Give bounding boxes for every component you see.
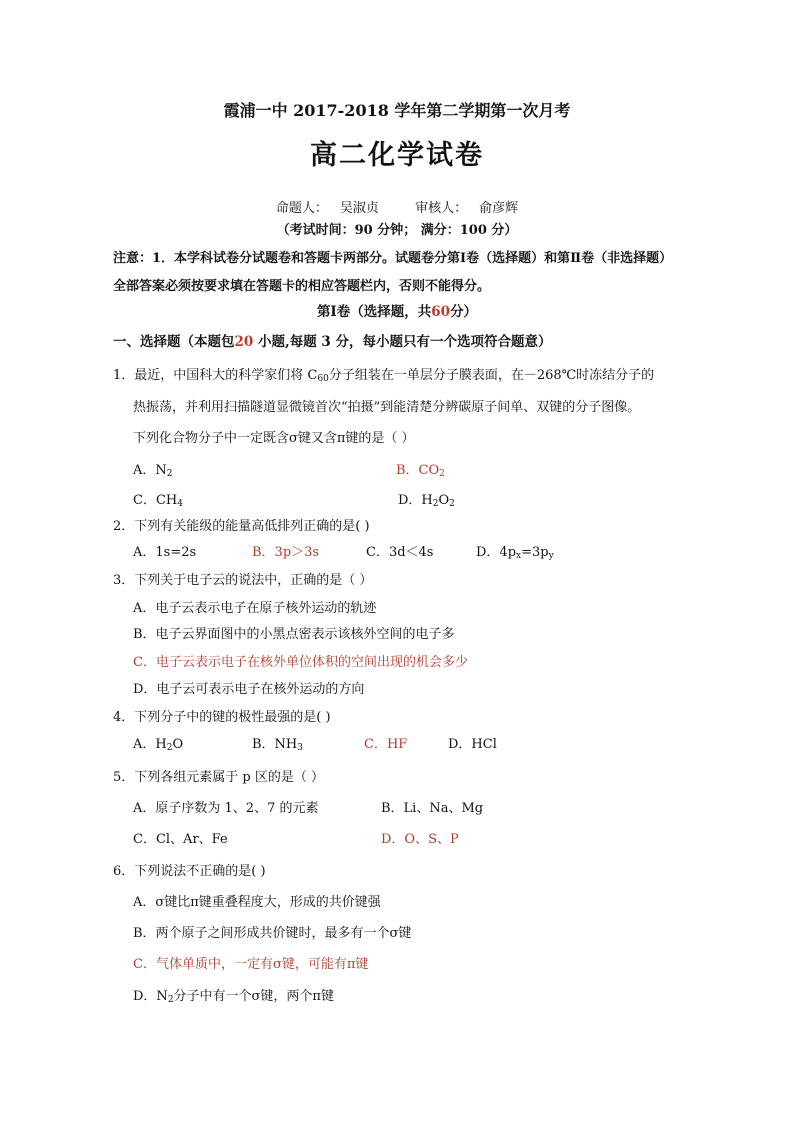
q1-option-d-text: D．H (398, 493, 433, 508)
q1-line1-sub: 60 (317, 374, 329, 384)
q3-option-d: D．电子云可表示电子在核外运动的方向 (133, 682, 365, 697)
q2-option-a: A．1s=2s (133, 545, 197, 560)
q4-option-a (133, 733, 183, 753)
author-label: 命题人： (275, 201, 328, 216)
q3-stem: 3．下列关于电子云的说法中，正确的是（ ） (113, 573, 373, 588)
part1-pre: 第Ⅰ卷（选择题，共 (316, 304, 432, 320)
q1-option-c (133, 489, 183, 509)
q6-option-a: A．σ键比π键重叠程度大，形成的共价键强 (133, 895, 381, 910)
q2-option-c: C．3d＜4s (366, 545, 434, 560)
q6-option-d (133, 985, 334, 1005)
q6-option-d-sub: 2 (167, 995, 174, 1005)
q6-stem: 6．下列说法不正确的是( ) (113, 864, 266, 879)
q1-option-a-sub: 2 (166, 469, 173, 479)
part1-score: 60 (431, 304, 451, 320)
reviewer-name: 俞彦辉 (479, 201, 519, 216)
authors-line (0, 197, 794, 216)
q4-option-c: C．HF (364, 737, 408, 752)
q2-option-d-text: D．4p (476, 545, 517, 560)
exam-timing: （考试时间：90 分钟； 满分：100 分） (276, 223, 518, 238)
q4-option-d: D．HCl (448, 737, 497, 752)
q5-option-b: B．Li、Na、Mg (381, 801, 484, 816)
q1-option-c-text: C．CH (133, 493, 178, 508)
exam-title: 霞浦一中 2017-2018 学年第二学期第一次月考 (223, 101, 571, 120)
q5-option-a: A．原子序数为 1、2、7 的元素 (133, 801, 319, 816)
q6-option-d-text: D．N (133, 989, 168, 1004)
q1-option-d-mid: O (438, 493, 450, 508)
q1-option-d (398, 489, 455, 509)
q3-option-c: C．电子云表示电子在核外单位体积的空间出现的机会多少 (133, 655, 468, 670)
q2-option-d-sub2: y (548, 551, 554, 561)
part1-heading (0, 300, 794, 320)
reviewer-label: 审核人： (415, 201, 468, 216)
q4-option-a-post: O (172, 737, 184, 752)
q1-option-b-sub: 2 (439, 469, 445, 479)
q2-option-d-mid: =3p (521, 545, 549, 560)
q1-line1-pre: 1．最近，中国科大的科学家们将 C (113, 368, 318, 383)
q2-option-d (476, 541, 554, 561)
q1-option-b (396, 459, 445, 479)
q1-option-c-sub: 4 (177, 499, 183, 509)
q1-option-a-text: A．N (133, 463, 167, 478)
q4-option-a-sub: 2 (166, 743, 173, 753)
section-count: 20 (234, 334, 254, 350)
q3-option-a: A．电子云表示电子在原子核外运动的轨迹 (133, 601, 377, 616)
q2-stem: 2．下列有关能级的能量高低排列正确的是( ) (113, 519, 370, 534)
q6-option-b: B．两个原子之间形成共价键时，最多有一个σ键 (133, 926, 412, 941)
notice: 注意：1．本学科试卷分试题卷和答题卡两部分。试题卷分第Ⅰ卷（选择题）和第Ⅱ卷（非选择题）全部答案必须按要求填在答题卡的相应答题栏内，否则不能得分。 (113, 251, 673, 294)
q1-line1-post: 分子组装在一单层分子膜表面，在－268℃时冻结分子的 (328, 368, 655, 383)
exam-subtitle: 高二化学试卷 (310, 140, 484, 171)
q4-option-a-text: A．H (133, 737, 167, 752)
section-heading (113, 330, 552, 350)
q1-option-d-sub1: 2 (432, 499, 439, 509)
q4-option-b-text: B．NH (252, 737, 298, 752)
q6-option-d-post: 分子中有一个σ键，两个π键 (173, 989, 334, 1004)
q4-option-b (252, 733, 303, 753)
q1-option-a (133, 459, 173, 479)
author-name: 吴淑贞 (339, 201, 379, 216)
q1-line1 (113, 364, 654, 384)
q1-line2: 热振荡，并利用扫描隧道显微镜首次“拍摄”到能清楚分辨碳原子间单、双键的分子图像。 (133, 400, 641, 415)
q2-option-b: B．3p＞3s (252, 545, 320, 560)
q1-option-b-text: B．CO (396, 463, 440, 478)
q4-option-b-sub: 3 (297, 743, 303, 753)
q5-option-d: D．O、S、P (381, 832, 459, 847)
q2-option-d-sub1: x (516, 551, 522, 561)
part1-post: 分） (450, 304, 478, 320)
q1-line3: 下列化合物分子中一定既含σ键又含π键的是（ ） (133, 431, 415, 446)
q4-stem: 4．下列分子中的键的极性最强的是( ) (113, 710, 331, 725)
q6-option-c: C．气体单质中，一定有σ键，可能有π键 (133, 957, 369, 972)
section-post: 小题,每题 3 分，每小题只有一个选项符合题意） (253, 334, 552, 350)
section-pre: 一、选择题（本题包 (113, 334, 235, 350)
q5-option-c: C．Cl、Ar、Fe (133, 832, 228, 847)
q3-option-b: B．电子云界面图中的小黑点密表示该核外空间的电子多 (133, 627, 455, 642)
q1-option-d-sub2: 2 (449, 499, 455, 509)
q5-stem: 5．下列各组元素属于 p 区的是（ ） (113, 770, 324, 785)
